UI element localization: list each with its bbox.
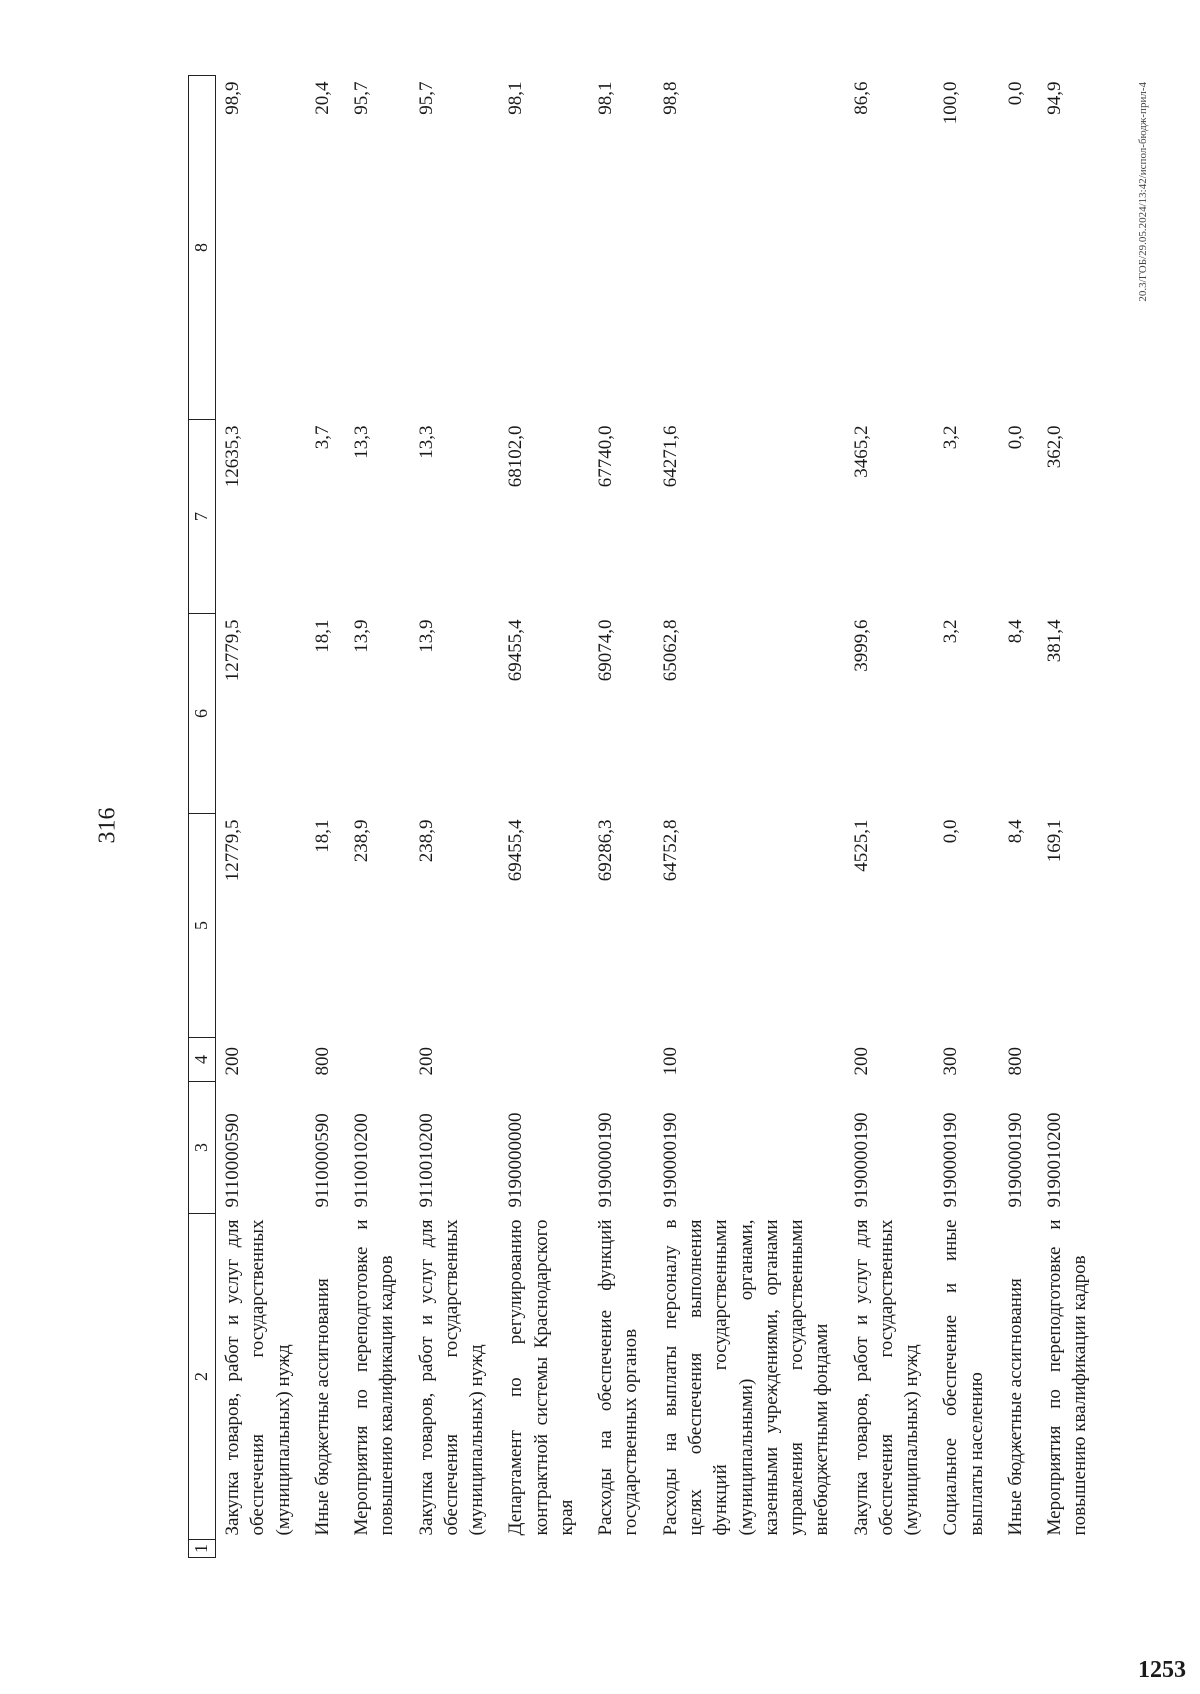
table-row [845,76,935,1558]
table-row [410,76,500,1558]
header-col-2: 2 [189,1214,216,1540]
cell-name: Закупка товаров, работ и услуг для обеспечения государственных (муниципальных) нужд [222,1219,294,1536]
cell-name: Социальное обеспечение и иные выплаты населению [940,1219,987,1536]
footer-code: 20.3/ГОБ/29.05.2024/13:42/испол-бюдж-прил-4 [1137,82,1149,302]
corner-page-number: 1253 [1138,1657,1186,1683]
cell-c7: 67740,0 [595,425,617,488]
cell-blank [1038,1540,1103,1558]
rotated-table-container [188,76,1091,1558]
cell-c7: 362,0 [1044,425,1066,469]
cell-code: 9190000190 [659,1112,681,1208]
cell-kind: 100 [659,1047,681,1076]
cell-c5: 238,9 [415,819,437,863]
cell-c7: 3465,2 [850,425,872,478]
cell-blank [999,1540,1038,1558]
cell-name: Расходы на обеспечение функций государственных органов [595,1219,642,1536]
cell-blank [345,1540,410,1558]
cell-kind [499,1038,589,1082]
cell-name: Закупка товаров, работ и услуг для обеспечения государственных (муниципальных) нужд [415,1219,488,1536]
cell-kind: 200 [222,1047,243,1076]
cell-kind: 800 [1004,1047,1026,1076]
cell-blank [654,1540,845,1558]
cell-c6: 13,9 [351,619,373,653]
cell-kind: 200 [850,1047,872,1076]
cell-kind [345,1038,410,1082]
cell-name: Иные бюджетные ассигнования [1004,1278,1026,1536]
cell-c8: 95,7 [351,81,373,115]
cell-c8: 100,0 [940,81,962,125]
cell-name: Мероприятия по переподготовке и повышению квалификации кадров [351,1219,398,1536]
cell-name: Расходы на выплаты персоналу в целях обеспечения выполнения функций государственными (муниципальными) органами, казенными учреждениями, органами управления государственными внебюджетными фондами [659,1219,833,1536]
cell-code: 9190000190 [940,1112,962,1208]
cell-c6: 69455,4 [505,619,527,682]
table-row [589,76,654,1558]
header-col-3: 3 [189,1082,216,1214]
cell-c5: 238,9 [351,819,373,863]
cell-kind: 200 [415,1047,437,1076]
cell-blank [306,1540,345,1558]
cell-c5: 0,0 [940,819,962,844]
cell-kind [1038,1038,1103,1082]
cell-c5: 69286,3 [595,819,617,882]
cell-code: 9110000590 [311,1113,333,1208]
table-row [654,76,845,1558]
cell-c8: 98,1 [505,81,527,115]
cell-c8: 98,9 [222,81,243,115]
cell-name: Департамент по регулированию контрактной системы Краснодарского края [505,1219,577,1536]
header-col-1: 1 [189,1540,216,1558]
cell-c8: 95,7 [415,81,437,115]
cell-blank [934,1540,999,1558]
cell-c8: 20,4 [311,81,333,115]
cell-c6: 18,1 [311,619,333,653]
header-row [189,76,216,1558]
cell-c6: 381,4 [1044,619,1066,663]
cell-kind: 800 [311,1047,333,1076]
cell-name: Иные бюджетные ассигнования [311,1278,333,1536]
cell-c8: 98,1 [595,81,617,115]
cell-c5: 169,1 [1044,819,1066,863]
table-body [216,76,1103,1558]
cell-code: 9190000190 [595,1112,617,1208]
cell-c5: 64752,8 [659,819,681,882]
header-col-4: 4 [189,1038,216,1082]
cell-code: 9110010200 [415,1113,437,1208]
cell-c8: 86,6 [850,81,872,115]
cell-c6: 3,2 [940,619,962,644]
cell-c7: 0,0 [1004,425,1026,450]
cell-c7: 3,7 [311,425,333,450]
cell-c8: 0,0 [1004,81,1026,106]
cell-c6: 65062,8 [659,619,681,682]
cell-c5: 4525,1 [850,819,872,872]
cell-c6: 13,9 [415,619,437,653]
table-row [934,76,999,1558]
cell-code: 9110000590 [222,1113,243,1208]
cell-c6: 69074,0 [595,619,617,682]
cell-code: 9110010200 [351,1113,373,1208]
table-row [1038,76,1103,1558]
table-row [216,76,306,1558]
cell-blank [499,1540,589,1558]
cell-c6: 3999,6 [850,619,872,672]
table-row [306,76,345,1558]
cell-c5: 18,1 [311,819,333,853]
cell-blank [216,1540,306,1558]
header-col-5: 5 [189,814,216,1038]
cell-blank [589,1540,654,1558]
cell-c7: 13,3 [351,425,373,459]
budget-table [188,75,1103,1558]
cell-c8: 98,8 [659,81,681,115]
cell-name: Мероприятия по переподготовке и повышению квалификации кадров [1044,1219,1091,1536]
cell-kind [589,1038,654,1082]
cell-code: 9190000000 [505,1112,527,1208]
header-col-7: 7 [189,420,216,614]
table-row [499,76,589,1558]
table-row [345,76,410,1558]
cell-c6: 8,4 [1004,619,1026,644]
cell-code: 9190000190 [1004,1112,1026,1208]
cell-c8: 94,9 [1044,81,1066,115]
cell-c6: 12779,5 [222,619,243,682]
cell-c7: 64271,6 [659,425,681,488]
cell-c5: 12779,5 [222,819,243,882]
cell-c7: 68102,0 [505,425,527,488]
cell-kind: 300 [940,1047,962,1076]
cell-c7: 3,2 [940,425,962,450]
cell-blank [410,1540,500,1558]
cell-c5: 8,4 [1004,819,1026,844]
header-col-6: 6 [189,614,216,814]
cell-c5: 69455,4 [505,819,527,882]
cell-blank [845,1540,935,1558]
page-number: 316 [94,807,121,844]
cell-c7: 12635,3 [222,425,243,488]
header-col-8: 8 [189,76,216,420]
cell-code: 9190010200 [1044,1112,1066,1208]
table-row [999,76,1038,1558]
cell-c7: 13,3 [415,425,437,459]
cell-code: 9190000190 [850,1112,872,1208]
cell-name: Закупка товаров, работ и услуг для обеспечения государственных (муниципальных) нужд [850,1219,923,1536]
